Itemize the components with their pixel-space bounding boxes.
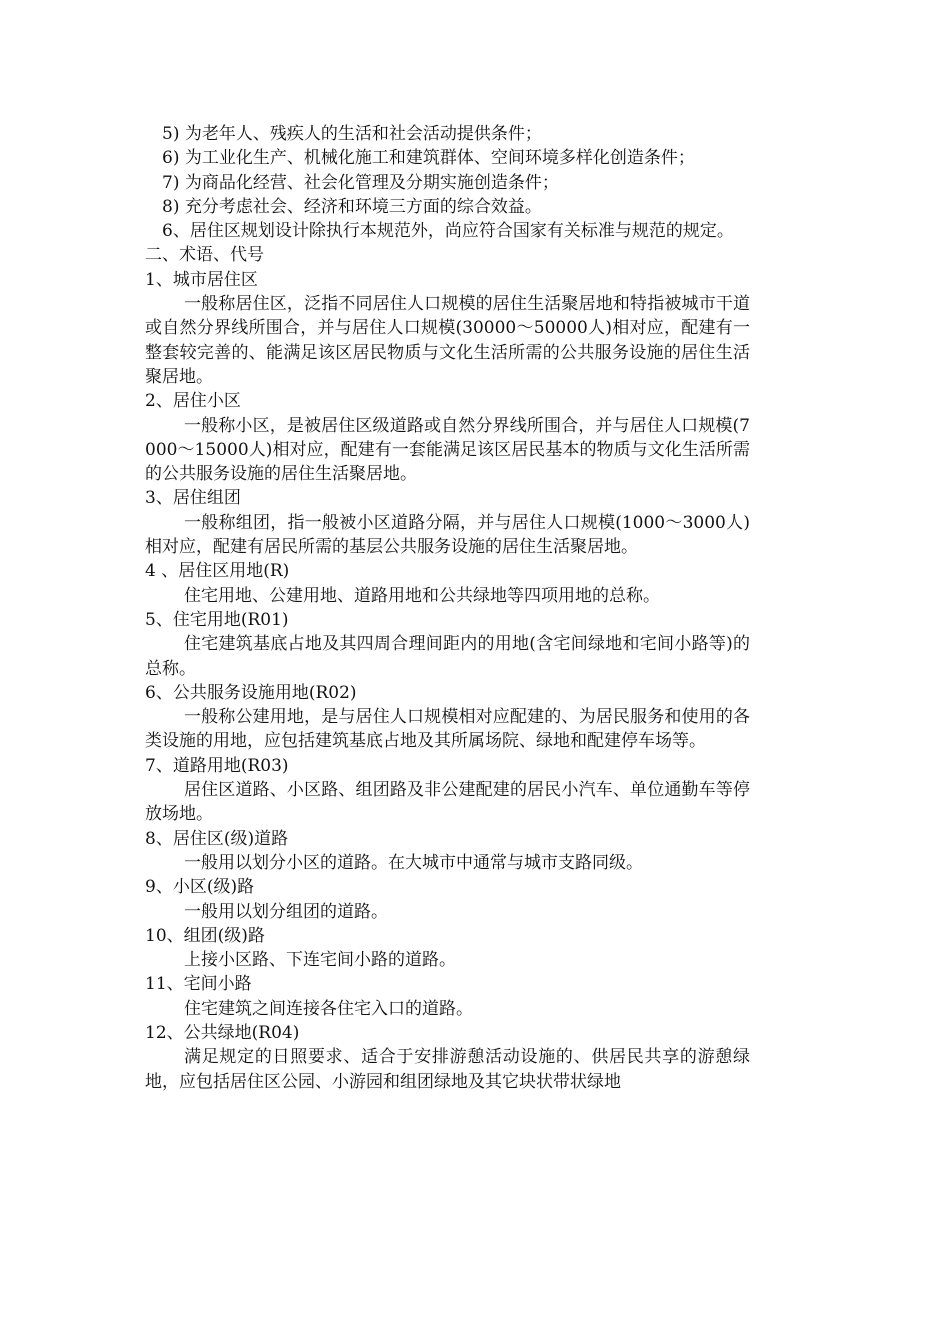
term-heading-12: 12、公共绿地(R04)	[145, 1022, 300, 1043]
document-page	[145, 122, 750, 1094]
list-item-8: 8) 充分考虑社会、经济和环境三方面的综合效益。	[162, 196, 542, 217]
term-definition-9: 一般用以划分组团的道路。	[184, 901, 388, 922]
term-heading-3: 3、居住组团	[145, 488, 241, 509]
term-definition-6: 一般称公建用地，是与居住人口规模相对应配建的、为居民服务和使用的各类设施的用地，应包括建筑基底占地及其所属场院、绿地和配建停车场等。	[145, 707, 750, 752]
clause-6: 6、居住区规划设计除执行本规范外，尚应符合国家有关标准与规范的规定。	[162, 221, 734, 242]
term-definition-1: 一般称居住区，泛指不同居住人口规模的居住生活聚居地和特指被城市干道或自然分界线所围合，并与居住人口规模(30000～50000人)相对应，配建有一整套较完善的、能满足该区居民物质与文化生活所需的公共服务设施的居住生活聚居地。	[145, 294, 750, 387]
term-definition-11: 住宅建筑之间连接各住宅入口的道路。	[184, 998, 473, 1019]
term-definition-12: 满足规定的日照要求、适合于安排游憩活动设施的、供居民共享的游憩绿地，应包括居住区公园、小游园和组团绿地及其它块状带状绿地	[145, 1047, 750, 1092]
term-definition-8: 一般用以划分小区的道路。在大城市中通常与城市支路同级。	[184, 852, 643, 873]
term-definition-2: 一般称小区，是被居住区级道路或自然分界线所围合，并与居住人口规模(7000～15000人)相对应，配建有一套能满足该区居民基本的物质与文化生活所需的公共服务设施的居住生活聚居地。	[145, 415, 750, 485]
term-definition-7: 居住区道路、小区路、组团路及非公建配建的居民小汽车、单位通勤车等停放场地。	[145, 780, 750, 825]
term-heading-10: 10、组团(级)路	[145, 925, 265, 946]
term-definition-3: 一般称组团，指一般被小区道路分隔，并与居住人口规模(1000～3000人)相对应，配建有居民所需的基层公共服务设施的居住生活聚居地。	[145, 512, 750, 558]
term-heading-2: 2、居住小区	[145, 391, 241, 412]
term-heading-11: 11、宅间小路	[145, 974, 252, 995]
term-heading-5: 5、住宅用地(R01)	[145, 609, 289, 630]
term-heading-4: 4 、居住区用地(R)	[145, 561, 290, 582]
term-heading-8: 8、居住区(级)道路	[145, 828, 289, 849]
term-heading-9: 9、小区(级)路	[145, 877, 255, 898]
section-title: 二、术语、代号	[145, 245, 264, 266]
term-heading-6: 6、公共服务设施用地(R02)	[145, 682, 357, 703]
term-definition-5: 住宅建筑基底占地及其四周合理间距内的用地(含宅间绿地和宅间小路等)的总称。	[145, 634, 750, 679]
term-heading-1: 1、城市居住区	[145, 269, 258, 290]
term-definition-10: 上接小区路、下连宅间小路的道路。	[184, 950, 456, 971]
term-definition-4: 住宅用地、公建用地、道路用地和公共绿地等四项用地的总称。	[184, 585, 660, 606]
list-item-6: 6) 为工业化生产、机械化施工和建筑群体、空间环境多样化创造条件；	[162, 148, 695, 169]
list-item-5: 5) 为老年人、残疾人的生活和社会活动提供条件；	[162, 124, 542, 144]
list-item-7: 7) 为商品化经营、社会化管理及分期实施创造条件；	[162, 172, 559, 193]
term-heading-7: 7、道路用地(R03)	[145, 755, 289, 776]
